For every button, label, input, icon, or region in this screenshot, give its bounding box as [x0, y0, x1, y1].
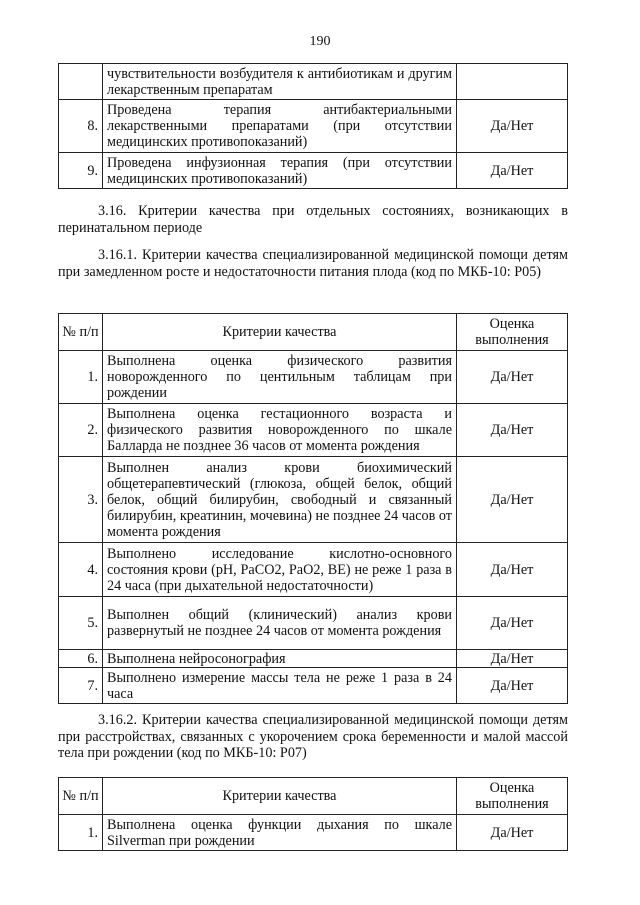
- criteria-table-p05: [58, 313, 568, 704]
- table-row: [59, 100, 568, 153]
- row-number: 6.: [59, 650, 103, 668]
- row-number: 7.: [59, 668, 103, 704]
- section-heading-3-16: 3.16. Критерии качества при отдельных состояниях, возникающих в перинатальном периоде: [58, 203, 568, 236]
- section-heading-3-16-1: 3.16.1. Критерии качества специализированной медицинской помощи детям при замедленном росте и недостаточности питания плода (код по МКБ-10: P05): [58, 247, 568, 280]
- result-cell: Да/Нет: [457, 457, 568, 543]
- row-number: 5.: [59, 597, 103, 650]
- criterion-text: Выполнен общий (клинический) анализ крови развернутый не позднее 24 часов от момента рождения: [103, 597, 457, 650]
- header-result: Оценка выполнения: [457, 778, 568, 815]
- criterion-text: Проведена инфузионная терапия (при отсутствии медицинских противопоказаний): [103, 153, 457, 189]
- criteria-table-continued: [58, 63, 568, 189]
- result-cell: Да/Нет: [457, 404, 568, 457]
- table-row: [59, 457, 568, 543]
- criterion-text: Выполнено исследование кислотно-основного состояния крови (pH, PaCO2, PaO2, BE) не реже 1 раза в 24 часа (при дыхательной недостаточности): [103, 543, 457, 597]
- header-num: № п/п: [59, 778, 103, 815]
- table-header-row: [59, 778, 568, 815]
- criterion-text: Выполнено измерение массы тела не реже 1 раза в 24 часа: [103, 668, 457, 704]
- header-criterion: Критерии качества: [103, 778, 457, 815]
- table-row: [59, 404, 568, 457]
- criterion-text: Выполнена оценка функции дыхания по шкале Silverman при рождении: [103, 815, 457, 851]
- table-row: [59, 153, 568, 189]
- criterion-text: Выполнен анализ крови биохимический общетерапевтический (глюкоза, общей белок, общий белок, общий билирубин, свободный и связанный билирубин, креатинин, мочевина) не позднее 24 часов от момента рождения: [103, 457, 457, 543]
- result-cell: Да/Нет: [457, 543, 568, 597]
- criterion-text: Выполнена нейросонография: [103, 650, 457, 668]
- result-cell: Да/Нет: [457, 153, 568, 189]
- table-row: [59, 668, 568, 704]
- result-cell: Да/Нет: [457, 668, 568, 704]
- table-row: [59, 815, 568, 851]
- criteria-table-p07: [58, 777, 568, 851]
- table-row: [59, 543, 568, 597]
- result-cell: Да/Нет: [457, 650, 568, 668]
- header-num: № п/п: [59, 314, 103, 351]
- section-heading-3-16-2: 3.16.2. Критерии качества специализированной медицинской помощи детям при расстройствах, связанных с укорочением срока беременности и малой массой тела при рождении (код по МКБ-10: P07): [58, 712, 568, 761]
- result-cell: [457, 64, 568, 100]
- row-number: 1.: [59, 351, 103, 404]
- result-cell: Да/Нет: [457, 815, 568, 851]
- row-number: 8.: [59, 100, 103, 153]
- row-number: 9.: [59, 153, 103, 189]
- result-cell: Да/Нет: [457, 100, 568, 153]
- result-cell: Да/Нет: [457, 597, 568, 650]
- table-header-row: [59, 314, 568, 351]
- row-number: 3.: [59, 457, 103, 543]
- criterion-text: Проведена терапия антибактериальными лекарственными препаратами (при отсутствии медицинских противопоказаний): [103, 100, 457, 153]
- row-number: 1.: [59, 815, 103, 851]
- criterion-text: Выполнена оценка гестационного возраста и физического развития новорожденного по шкале Балларда не позднее 36 часов от момента рождения: [103, 404, 457, 457]
- row-number: [59, 64, 103, 100]
- page-number: 190: [309, 34, 331, 49]
- row-number: 2.: [59, 404, 103, 457]
- table-row: [59, 351, 568, 404]
- row-number: 4.: [59, 543, 103, 597]
- table-row: [59, 64, 568, 100]
- criterion-text: Выполнена оценка физического развития новорожденного по центильным таблицам при рождении: [103, 351, 457, 404]
- table-row: [59, 650, 568, 668]
- table-row: [59, 597, 568, 650]
- header-criterion: Критерии качества: [103, 314, 457, 351]
- result-cell: Да/Нет: [457, 351, 568, 404]
- criterion-text: чувствительности возбудителя к антибиотикам и другим лекарственным препаратам: [103, 64, 457, 100]
- header-result: Оценка выполнения: [457, 314, 568, 351]
